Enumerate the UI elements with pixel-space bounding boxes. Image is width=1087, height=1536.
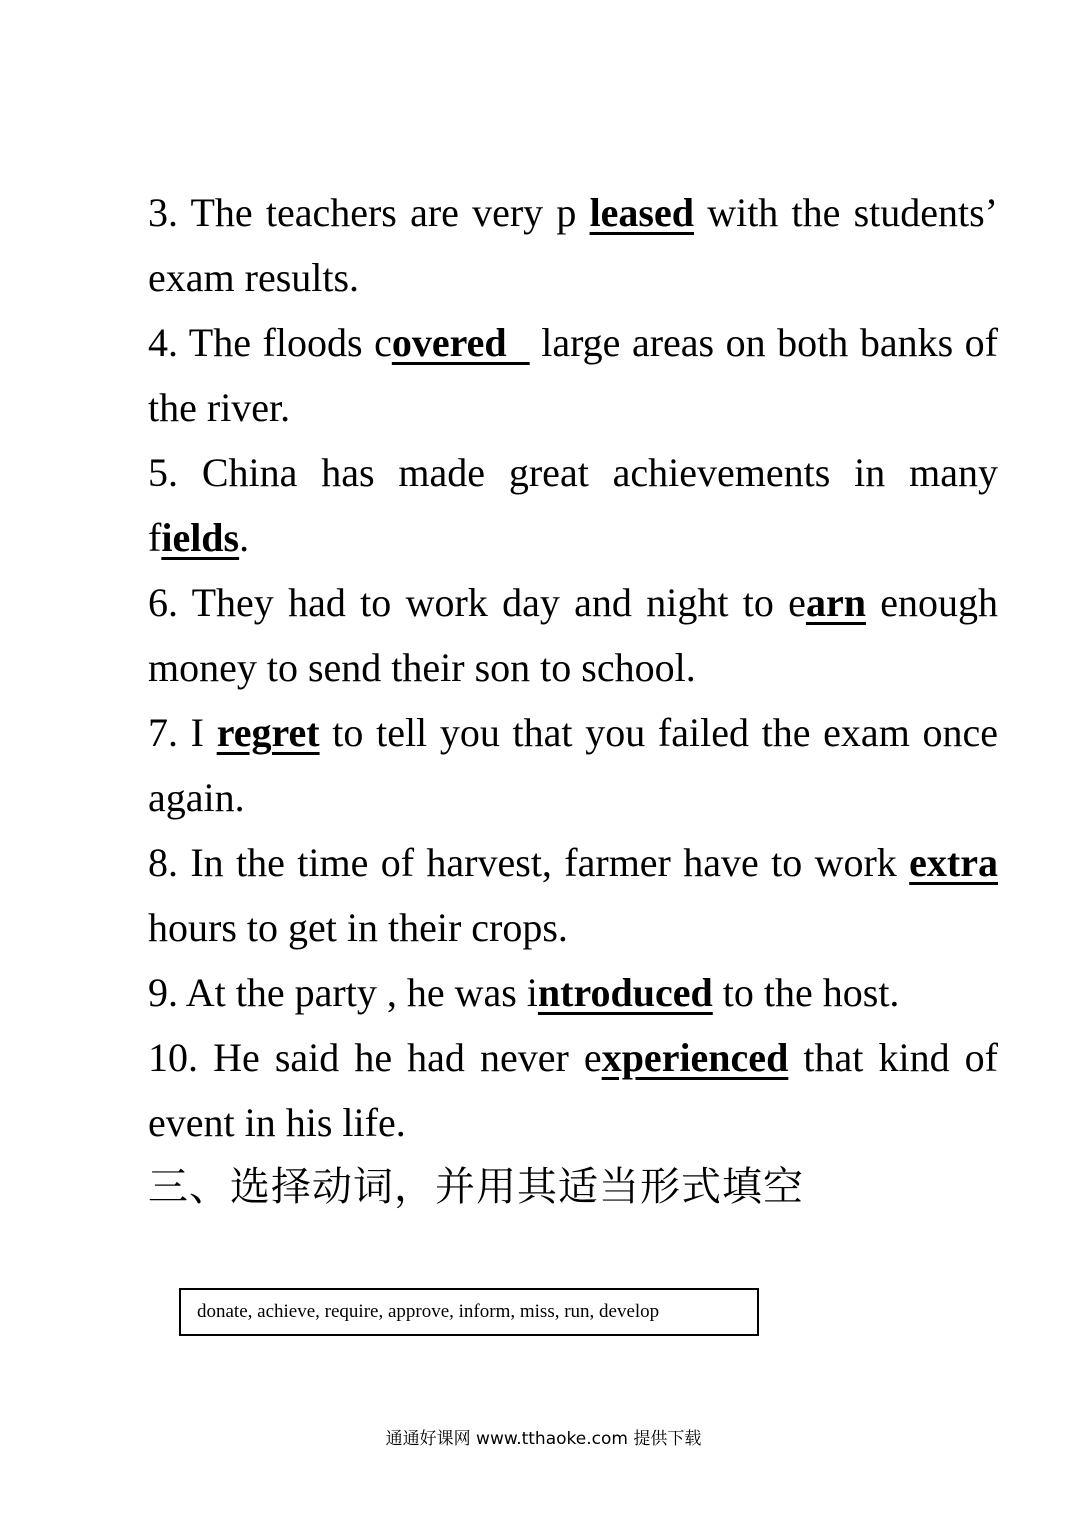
- answer-word: regret: [216, 710, 320, 755]
- item-text-after: to the host.: [712, 970, 900, 1015]
- item-text-after: with the students’ exam results.: [148, 190, 998, 300]
- item-text-before: I: [178, 710, 217, 755]
- exercise-item-10: [148, 1025, 998, 1155]
- item-text-after: hours to get in their crops.: [148, 905, 568, 950]
- item-text-after: to tell you that you failed the exam once again.: [148, 710, 998, 820]
- item-text-after: that kind of event in his life.: [148, 1035, 998, 1145]
- item-text-before: They had to work day and night to e: [178, 580, 806, 625]
- item-text-after: large areas on both banks of the river.: [148, 320, 999, 430]
- item-number: 9.: [148, 970, 178, 1015]
- exercise-item-7: [148, 700, 998, 830]
- exercise-item-8: [148, 830, 998, 960]
- answer-word: ntroduced: [537, 970, 713, 1015]
- item-number: 5.: [148, 450, 178, 495]
- section-heading: 三、选择动词，并用其适当形式填空: [148, 1164, 804, 1210]
- exercise-item-4: [148, 310, 998, 440]
- answer-word: ields: [161, 515, 240, 560]
- item-number: 7.: [148, 710, 178, 755]
- item-text-before: In the time of harvest, farmer have to work: [178, 840, 910, 885]
- answer-word: xperienced: [601, 1035, 789, 1080]
- exercise-item-9: [148, 960, 998, 1025]
- answer-word: leased: [589, 190, 694, 235]
- answer-word: overed: [391, 320, 530, 365]
- item-number: 3.: [148, 190, 178, 235]
- exercise-item-5: [148, 440, 998, 570]
- answer-word: extra: [909, 840, 998, 885]
- exercise-list: [148, 180, 998, 1220]
- item-text-before: He said he had never e: [198, 1035, 602, 1080]
- item-text-before: The floods c: [178, 320, 392, 365]
- page-footer: 通通好课网 www.tthaoke.com 提供下载: [385, 1429, 702, 1449]
- word-bank-box: donate, achieve, require, approve, inform, miss, run, develop: [179, 1288, 759, 1336]
- item-number: 4.: [148, 320, 178, 365]
- item-text-after: enough money to send their son to school.: [148, 580, 999, 690]
- item-number: 6.: [148, 580, 178, 625]
- item-text-before: The teachers are very p: [178, 190, 590, 235]
- exercise-item-6: [148, 570, 998, 700]
- item-text-after: .: [239, 515, 250, 560]
- item-number: 10.: [148, 1035, 198, 1080]
- answer-word: arn: [805, 580, 866, 625]
- item-text-before: At the party , he was i: [178, 970, 538, 1015]
- exercise-item-3: [148, 180, 998, 310]
- item-text-before: China has made great achievements in many f: [148, 450, 998, 560]
- item-number: 8.: [148, 840, 178, 885]
